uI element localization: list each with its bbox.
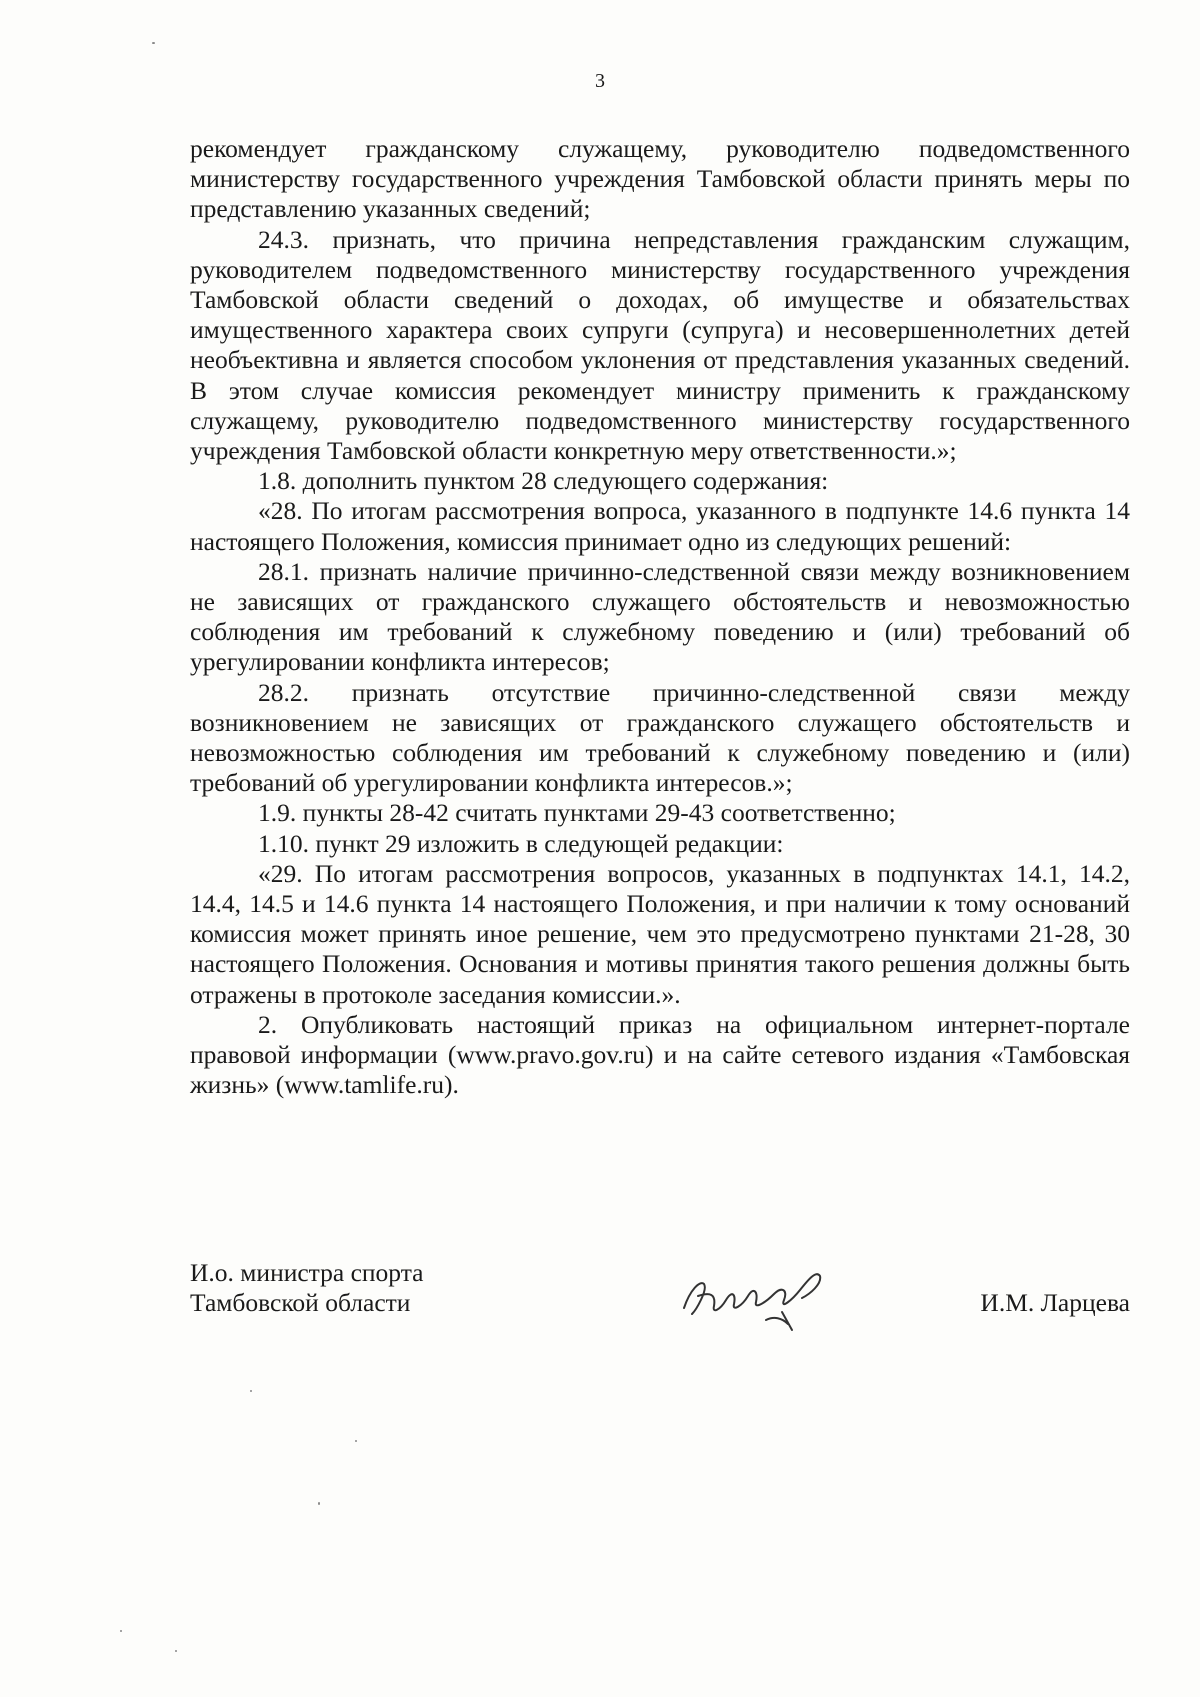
- scan-speck: [250, 1390, 252, 1392]
- scan-speck: [120, 1630, 122, 1632]
- signatory-title-line-1: И.о. министра спорта: [190, 1258, 424, 1287]
- paragraph-3: «28. По итогам рассмотрения вопроса, указанного в подпункте 14.6 пункта 14 настоящего Положения, комиссия принимает одно из следующих решений:: [190, 496, 1130, 556]
- scan-speck: [175, 1650, 177, 1652]
- handwritten-signature-icon: [670, 1250, 850, 1340]
- signature-block: [190, 1258, 1130, 1368]
- paragraph-8: «29. По итогам рассмотрения вопросов, указанных в подпунктах 14.1, 14.2, 14.4, 14.5 и 14.6 пункта 14 настоящего Положения, и при наличии к тому оснований комиссия может принять иное решение, чем это предусмотрено пунктами 21-28, 30 настоящего Положения. Основания и мотивы принятия такого решения должны быть отражены в протоколе заседания комиссии.».: [190, 858, 1130, 1009]
- paragraph-6: 1.9. пункты 28-42 считать пунктами 29-43 соответственно;: [258, 798, 896, 828]
- signatory-title: [190, 1258, 423, 1318]
- paragraph-4: 28.1. признать наличие причинно-следственной связи между возникновением не зависящих от гражданского служащего обстоятельств и невозможностью соблюдения им требований к служебному поведению и (или) требований об урегулировании конфликта интересов;: [190, 556, 1130, 677]
- document-body: [190, 134, 1130, 1101]
- paragraph-7: 1.10. пункт 29 изложить в следующей редакции:: [258, 828, 784, 858]
- scan-speck: [355, 1440, 357, 1442]
- page-number: 3: [595, 70, 605, 92]
- paragraph-1: 24.3. признать, что причина непредставления гражданским служащим, руководителем подведомственного министерству государственного учреждения Тамбовской области сведений о доходах, об имуществе и обязательствах имущественного характера своих супруги (супруга) и несовершеннолетних детей необъективна и является способом уклонения от представления указанных сведений. В этом случае комиссия рекомендует министру применить к гражданскому служащему, руководителю подведомственного министерству государственного учреждения Тамбовской области конкретную меру ответственности.»;: [190, 224, 1130, 466]
- scan-speck: [318, 1502, 320, 1505]
- paragraph-9: 2. Опубликовать настоящий приказ на официальном интернет-портале правовой информации (www.pravo.gov.ru) и на сайте сетевого издания «Тамбовская жизнь» (www.tamlife.ru).: [190, 1009, 1130, 1100]
- signatory-title-line-2: Тамбовской области: [190, 1288, 411, 1317]
- paragraph-0: рекомендует гражданскому служащему, руководителю подведомственного министерству государственного учреждения Тамбовской области принять меры по представлению указанных сведений;: [190, 134, 1130, 224]
- scan-speck: [152, 42, 155, 44]
- paragraph-5: 28.2. признать отсутствие причинно-следственной связи между возникновением не зависящих от гражданского служащего обстоятельств и невозможностью соблюдения им требований к служебному поведению и (или) требований об урегулировании конфликта интересов.»;: [190, 677, 1130, 798]
- paragraph-2: 1.8. дополнить пунктом 28 следующего содержания:: [258, 466, 829, 496]
- signatory-name: И.М. Ларцева: [980, 1288, 1130, 1317]
